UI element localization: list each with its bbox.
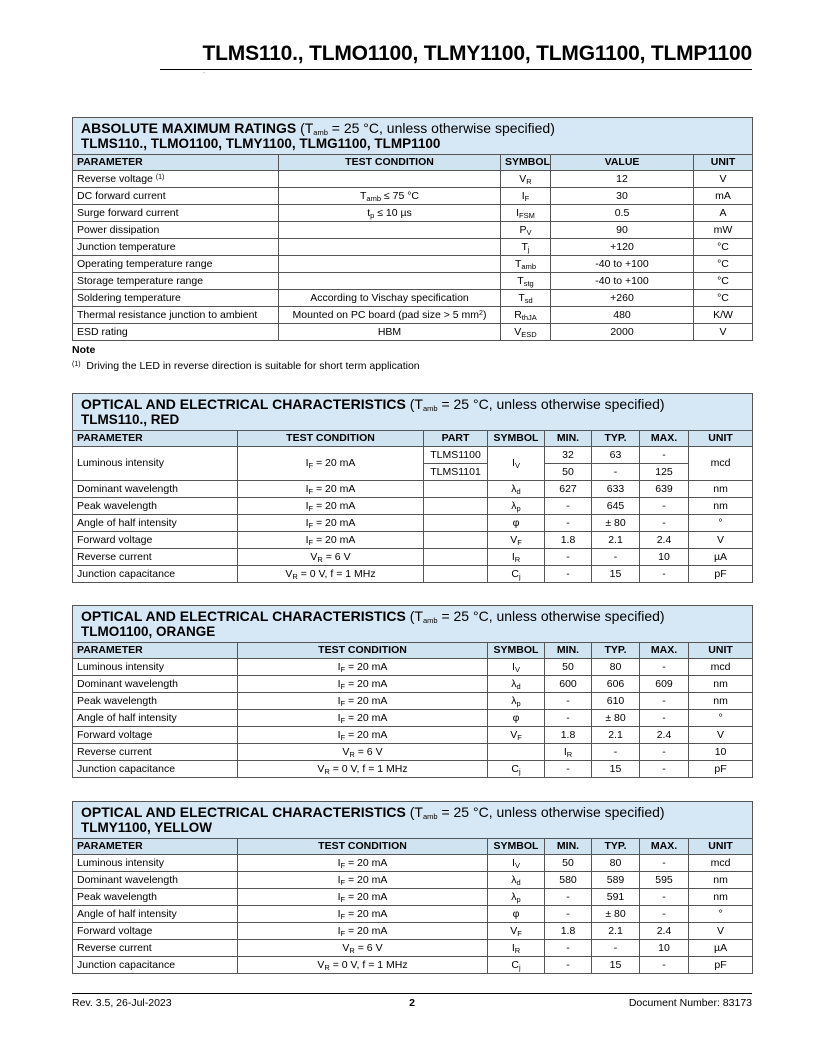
header-typ: TYP.	[592, 839, 640, 855]
table-row	[73, 324, 753, 341]
header-symbol: SYMBOL	[488, 839, 545, 855]
value-cell: +260	[551, 290, 694, 307]
min-cell: -	[545, 566, 592, 583]
footer-rule	[72, 993, 752, 994]
table-header-row	[73, 839, 753, 855]
unit-cell: °	[689, 906, 753, 923]
param-cell: Forward voltage	[73, 532, 238, 549]
part-cell: TLMS1101	[424, 464, 488, 481]
header-unit: UNIT	[689, 431, 753, 447]
condition-cell	[279, 171, 501, 188]
condition-cell: $I_F = 20$ mA	[238, 693, 488, 710]
header-min: MIN.	[545, 431, 592, 447]
min-cell: 580	[545, 872, 592, 889]
condition-cell: $I_F = 20$ mA	[238, 532, 424, 549]
table-subtitle: TLMY1100, YELLOW	[81, 820, 213, 835]
typ-cell: 80	[592, 855, 640, 872]
min-cell: -	[545, 549, 592, 566]
param-cell: Dominant wavelength	[73, 676, 238, 693]
min-cell: 1.8	[545, 532, 592, 549]
header-typ: TYP.	[592, 643, 640, 659]
unit-cell: µA	[689, 549, 753, 566]
typ-cell: 591	[592, 889, 640, 906]
table-row	[73, 872, 753, 889]
note-title: Note	[72, 344, 96, 356]
table-subtitle: TLMS110., RED	[81, 412, 180, 427]
unit-cell: nm	[689, 693, 753, 710]
condition-cell: $V_R = 6$ V	[238, 744, 488, 761]
condition-cell: $I_F = 20$ mA	[238, 855, 488, 872]
typ-cell: 589	[592, 872, 640, 889]
table-row	[73, 498, 753, 515]
symbol-cell: $R_{thJA}$	[501, 307, 551, 324]
symbol-cell: φ	[488, 906, 545, 923]
typ-cell: -	[592, 464, 640, 481]
param-cell: Soldering temperature	[73, 290, 279, 307]
header-parameter: PARAMETER	[73, 839, 238, 855]
param-cell: Power dissipation	[73, 222, 279, 239]
table-row	[73, 188, 753, 205]
unit-cell: V	[694, 171, 753, 188]
header-parameter: PARAMETER	[73, 431, 238, 447]
table-row	[73, 307, 753, 324]
condition-cell: $I_F = 20$ mA	[238, 906, 488, 923]
table-row	[73, 290, 753, 307]
min-cell: 627	[545, 481, 592, 498]
value-cell: -40 to +100	[551, 256, 694, 273]
part-cell	[424, 481, 488, 498]
condition-cell: $V_R = 0$ V, f = 1 MHz	[238, 957, 488, 974]
param-cell: Angle of half intensity	[73, 906, 238, 923]
max-cell: 2.4	[640, 532, 689, 549]
page-number: 2	[409, 997, 415, 1009]
param-cell: Forward voltage	[73, 923, 238, 940]
param-cell: Reverse current	[73, 744, 238, 761]
table-row	[73, 549, 753, 566]
symbol-cell: φ	[488, 710, 545, 727]
table-row	[73, 515, 753, 532]
symbol-cell: $\lambda_p$	[488, 889, 545, 906]
table-row	[73, 693, 753, 710]
table-row	[73, 566, 753, 583]
value-cell: +120	[551, 239, 694, 256]
header-unit: UNIT	[689, 643, 753, 659]
symbol-cell: $C_j$	[488, 761, 545, 778]
min-cell: $I_R$	[545, 744, 592, 761]
table-row	[73, 676, 753, 693]
table-title: ABSOLUTE MAXIMUM RATINGS ($T_{amb} = 25$ °C, unless otherwise specified) TLMS110., TLMO1100, TLMY1100, TLMG1100, TLMP1100	[73, 118, 753, 155]
table-title: OPTICAL AND ELECTRICAL CHARACTERISTICS ($T_{amb} = 25$ °C, unless otherwise specified) TLMO1100, ORANGE	[73, 606, 753, 643]
max-cell: -	[640, 889, 689, 906]
note-block	[72, 344, 420, 372]
typ-cell: 15	[592, 566, 640, 583]
table-row	[73, 761, 753, 778]
footnote-ref: (1)	[155, 173, 165, 181]
table-row	[73, 222, 753, 239]
unit-cell: nm	[689, 481, 753, 498]
header-condition: TEST CONDITION	[279, 155, 501, 171]
condition-cell: $I_F = 20$ mA	[238, 659, 488, 676]
value-cell: -40 to +100	[551, 273, 694, 290]
unit-cell: mcd	[689, 659, 753, 676]
header-symbol: SYMBOL	[488, 643, 545, 659]
condition-cell: Mounted on PC board (pad size > 5 $mm^2$)	[279, 307, 501, 324]
max-cell: -	[640, 761, 689, 778]
param-cell: Reverse current	[73, 940, 238, 957]
condition-cell	[279, 256, 501, 273]
symbol-cell: $\lambda_d$	[488, 676, 545, 693]
condition-cell: $I_F = 20$ mA	[238, 481, 424, 498]
symbol-cell: $V_R$	[501, 171, 551, 188]
symbol-cell: $V_F$	[488, 727, 545, 744]
footnote-marker: (1)	[72, 361, 81, 368]
max-cell: -	[640, 498, 689, 515]
header-condition: TEST CONDITION	[238, 643, 488, 659]
min-cell: -	[545, 940, 592, 957]
unit-cell: V	[689, 923, 753, 940]
table-subtitle: TLMO1100, ORANGE	[81, 624, 216, 639]
unit-cell: V	[689, 727, 753, 744]
condition-cell: $I_F = 20$ mA	[238, 710, 488, 727]
part-cell	[424, 532, 488, 549]
table-row	[73, 239, 753, 256]
optical-electrical-orange-table	[72, 605, 753, 778]
param-cell: ESD rating	[73, 324, 279, 341]
symbol-cell: $I_R$	[488, 940, 545, 957]
unit-cell: nm	[689, 676, 753, 693]
unit-cell: mA	[694, 188, 753, 205]
table-title-bold: ABSOLUTE MAXIMUM RATINGS	[81, 120, 297, 136]
value-cell: 12	[551, 171, 694, 188]
unit-cell: mcd	[689, 447, 753, 481]
max-cell: 10	[640, 940, 689, 957]
typ-cell: 645	[592, 498, 640, 515]
max-cell: 639	[640, 481, 689, 498]
max-cell: 2.4	[640, 727, 689, 744]
unit-cell: °	[689, 515, 753, 532]
param-cell: Luminous intensity	[73, 659, 238, 676]
symbol-cell: $\lambda_d$	[488, 481, 545, 498]
condition-cell	[279, 273, 501, 290]
condition-cell: $T_{amb} \le 75$ °C	[279, 188, 501, 205]
min-cell: 50	[545, 659, 592, 676]
table-row	[73, 940, 753, 957]
unit-cell: 10	[689, 744, 753, 761]
optical-electrical-yellow-block	[72, 801, 752, 974]
absolute-maximum-ratings-block	[72, 117, 752, 341]
table-title: OPTICAL AND ELECTRICAL CHARACTERISTICS ($T_{amb} = 25$ °C, unless otherwise specified) TLMY1100, YELLOW	[73, 802, 753, 839]
param-cell: Surge forward current	[73, 205, 279, 222]
symbol-cell: $P_V$	[501, 222, 551, 239]
unit-cell: °C	[694, 273, 753, 290]
header-min: MIN.	[545, 643, 592, 659]
unit-cell: mcd	[689, 855, 753, 872]
max-cell: -	[640, 515, 689, 532]
typ-cell: -	[592, 940, 640, 957]
condition-cell: $I_F = 20$ mA	[238, 889, 488, 906]
header-value: VALUE	[551, 155, 694, 171]
condition-cell	[279, 239, 501, 256]
symbol-cell: $C_j$	[488, 957, 545, 974]
optical-electrical-red-table	[72, 393, 753, 583]
param-cell: Luminous intensity	[73, 855, 238, 872]
param-cell: Reverse voltage $^{(1)}$	[73, 171, 279, 188]
symbol-cell: $\lambda_p$	[488, 693, 545, 710]
part-cell	[424, 515, 488, 532]
condition-cell: $V_R = 0$ V, f = 1 MHz	[238, 566, 424, 583]
value-cell: 30	[551, 188, 694, 205]
unit-cell: °	[689, 710, 753, 727]
typ-cell: ± 80	[592, 906, 640, 923]
condition-cell: $V_R = 0$ V, f = 1 MHz	[238, 761, 488, 778]
unit-cell: nm	[689, 889, 753, 906]
part-cell	[424, 549, 488, 566]
param-cell: Angle of half intensity	[73, 710, 238, 727]
max-cell: -	[640, 744, 689, 761]
value-cell: 2000	[551, 324, 694, 341]
typ-cell: 15	[592, 761, 640, 778]
symbol-cell: $I_V$	[488, 855, 545, 872]
typ-cell: -	[592, 549, 640, 566]
unit-cell: nm	[689, 872, 753, 889]
max-cell: 10	[640, 549, 689, 566]
table-header-row	[73, 643, 753, 659]
header-min: MIN.	[545, 839, 592, 855]
value-cell: 90	[551, 222, 694, 239]
min-cell: 32	[545, 447, 592, 464]
optical-electrical-red-block	[72, 393, 752, 583]
typ-cell: ± 80	[592, 515, 640, 532]
symbol-cell: $\lambda_d$	[488, 872, 545, 889]
unit-cell: nm	[689, 498, 753, 515]
condition-cell: $I_F = 20$ mA	[238, 515, 424, 532]
param-cell: Forward voltage	[73, 727, 238, 744]
max-cell: -	[640, 957, 689, 974]
min-cell: -	[545, 906, 592, 923]
condition-cell: $I_F = 20$ mA	[238, 447, 424, 481]
min-cell: 50	[545, 464, 592, 481]
condition-cell: $I_F = 20$ mA	[238, 676, 488, 693]
unit-cell: µA	[689, 940, 753, 957]
max-cell: 2.4	[640, 923, 689, 940]
symbol-cell: $\lambda_p$	[488, 498, 545, 515]
header-parameter: PARAMETER	[73, 155, 279, 171]
typ-cell: 15	[592, 957, 640, 974]
min-cell: -	[545, 710, 592, 727]
value-cell: 0.5	[551, 205, 694, 222]
symbol-cell: $I_F$	[501, 188, 551, 205]
param-cell: DC forward current	[73, 188, 279, 205]
condition-cell: $t_p \le 10$ µs	[279, 205, 501, 222]
table-row	[73, 205, 753, 222]
unit-cell: mW	[694, 222, 753, 239]
table-row	[73, 659, 753, 676]
symbol-cell: φ	[488, 515, 545, 532]
unit-cell: pF	[689, 566, 753, 583]
condition-cell: According to Vischay specification	[279, 290, 501, 307]
typ-cell: 606	[592, 676, 640, 693]
table-row	[73, 727, 753, 744]
document-number: Document Number: 83173	[628, 997, 752, 1009]
table-row	[73, 532, 753, 549]
max-cell: -	[640, 447, 689, 464]
table-row	[73, 923, 753, 940]
condition-cell: $I_F = 20$ mA	[238, 872, 488, 889]
symbol-cell: $T_j$	[501, 239, 551, 256]
header-max: MAX.	[640, 643, 689, 659]
unit-cell: °C	[694, 256, 753, 273]
symbol-cell: $I_V$	[488, 659, 545, 676]
symbol-cell: $I_V$	[488, 447, 545, 481]
value-cell: 480	[551, 307, 694, 324]
table-subtitle: TLMS110., TLMO1100, TLMY1100, TLMG1100, TLMP1100	[81, 136, 441, 151]
unit-cell: °C	[694, 290, 753, 307]
symbol-cell: $C_j$	[488, 566, 545, 583]
condition-cell: $I_F = 20$ mA	[238, 727, 488, 744]
unit-cell: K/W	[694, 307, 753, 324]
param-cell: Thermal resistance junction to ambient	[73, 307, 279, 324]
absolute-maximum-ratings-table	[72, 117, 753, 341]
typ-cell: 2.1	[592, 923, 640, 940]
param-cell: Operating temperature range	[73, 256, 279, 273]
table-row	[73, 744, 753, 761]
header-part: PART	[424, 431, 488, 447]
header-condition: TEST CONDITION	[238, 431, 424, 447]
unit-cell: °C	[694, 239, 753, 256]
condition-cell: $V_R = 6$ V	[238, 940, 488, 957]
param-cell: Luminous intensity	[73, 447, 238, 481]
symbol-cell: $V_F$	[488, 532, 545, 549]
document-title: TLMS110., TLMO1100, TLMY1100, TLMG1100, TLMP1100	[202, 42, 752, 65]
table-row	[73, 957, 753, 974]
optical-electrical-orange-block	[72, 605, 752, 778]
table-row	[73, 481, 753, 498]
param-cell: Junction capacitance	[73, 761, 238, 778]
table-row	[73, 906, 753, 923]
condition-cell	[279, 222, 501, 239]
min-cell: 1.8	[545, 923, 592, 940]
max-cell: 595	[640, 872, 689, 889]
table-header-row	[73, 431, 753, 447]
unit-cell: A	[694, 205, 753, 222]
unit-cell: V	[689, 532, 753, 549]
param-cell: Storage temperature range	[73, 273, 279, 290]
part-cell: TLMS1100	[424, 447, 488, 464]
max-cell: -	[640, 855, 689, 872]
condition-cell: HBM	[279, 324, 501, 341]
symbol-cell: $T_{sd}$	[501, 290, 551, 307]
typ-cell: 633	[592, 481, 640, 498]
param-cell: Dominant wavelength	[73, 481, 238, 498]
symbol-cell: $I_{FSM}$	[501, 205, 551, 222]
min-cell: -	[545, 515, 592, 532]
part-cell	[424, 498, 488, 515]
max-cell: -	[640, 566, 689, 583]
max-cell: -	[640, 659, 689, 676]
symbol-cell: $V_F$	[488, 923, 545, 940]
unit-cell: pF	[689, 957, 753, 974]
header-max: MAX.	[640, 431, 689, 447]
typ-cell: 63	[592, 447, 640, 464]
typ-cell: ± 80	[592, 710, 640, 727]
param-cell: Junction capacitance	[73, 566, 238, 583]
min-cell: -	[545, 761, 592, 778]
max-cell: 125	[640, 464, 689, 481]
symbol-cell: $T_{stg}$	[501, 273, 551, 290]
optical-electrical-yellow-table	[72, 801, 753, 974]
tiny-mark: ′′	[203, 72, 205, 78]
condition-cell: $I_F = 20$ mA	[238, 498, 424, 515]
condition-cell: $V_R = 6$ V	[238, 549, 424, 566]
header-unit: UNIT	[689, 839, 753, 855]
symbol-cell: $V_{ESD}$	[501, 324, 551, 341]
param-cell: Peak wavelength	[73, 889, 238, 906]
table-title: OPTICAL AND ELECTRICAL CHARACTERISTICS ($T_{amb} = 25$ °C, unless otherwise specified) TLMS110., RED	[73, 394, 753, 431]
typ-cell: -	[592, 744, 640, 761]
min-cell: -	[545, 957, 592, 974]
max-cell: -	[640, 710, 689, 727]
param-cell: Junction temperature	[73, 239, 279, 256]
table-row	[73, 889, 753, 906]
min-cell: 50	[545, 855, 592, 872]
header-max: MAX.	[640, 839, 689, 855]
table-row	[73, 256, 753, 273]
symbol-cell	[488, 744, 545, 761]
table-row	[73, 447, 753, 464]
header-symbol: SYMBOL	[488, 431, 545, 447]
header-parameter: PARAMETER	[73, 643, 238, 659]
header-condition: TEST CONDITION	[238, 839, 488, 855]
min-cell: -	[545, 498, 592, 515]
max-cell: -	[640, 693, 689, 710]
note-text: $^{(1)}$ Driving the LED in reverse direction is suitable for short term application	[72, 360, 420, 372]
header-symbol: SYMBOL	[501, 155, 551, 171]
table-header-row	[73, 155, 753, 171]
condition-cell: $I_F = 20$ mA	[238, 923, 488, 940]
header-typ: TYP.	[592, 431, 640, 447]
title-rule	[160, 69, 752, 70]
revision-text: Rev. 3.5, 26-Jul-2023	[72, 997, 172, 1009]
param-cell: Junction capacitance	[73, 957, 238, 974]
table-row	[73, 710, 753, 727]
min-cell: -	[545, 889, 592, 906]
symbol-cell: $I_R$	[488, 549, 545, 566]
min-cell: 1.8	[545, 727, 592, 744]
param-cell: Peak wavelength	[73, 693, 238, 710]
typ-cell: 610	[592, 693, 640, 710]
typ-cell: 2.1	[592, 727, 640, 744]
table-row	[73, 171, 753, 188]
unit-cell: pF	[689, 761, 753, 778]
table-row	[73, 273, 753, 290]
min-cell: -	[545, 693, 592, 710]
max-cell: 609	[640, 676, 689, 693]
part-cell	[424, 566, 488, 583]
param-cell: Dominant wavelength	[73, 872, 238, 889]
unit-cell: V	[694, 324, 753, 341]
max-cell: -	[640, 906, 689, 923]
typ-cell: 2.1	[592, 532, 640, 549]
header-unit: UNIT	[694, 155, 753, 171]
typ-cell: 80	[592, 659, 640, 676]
param-cell: Reverse current	[73, 549, 238, 566]
table-row	[73, 855, 753, 872]
param-cell: Angle of half intensity	[73, 515, 238, 532]
min-cell: 600	[545, 676, 592, 693]
symbol-cell: $T_{amb}$	[501, 256, 551, 273]
param-cell: Peak wavelength	[73, 498, 238, 515]
